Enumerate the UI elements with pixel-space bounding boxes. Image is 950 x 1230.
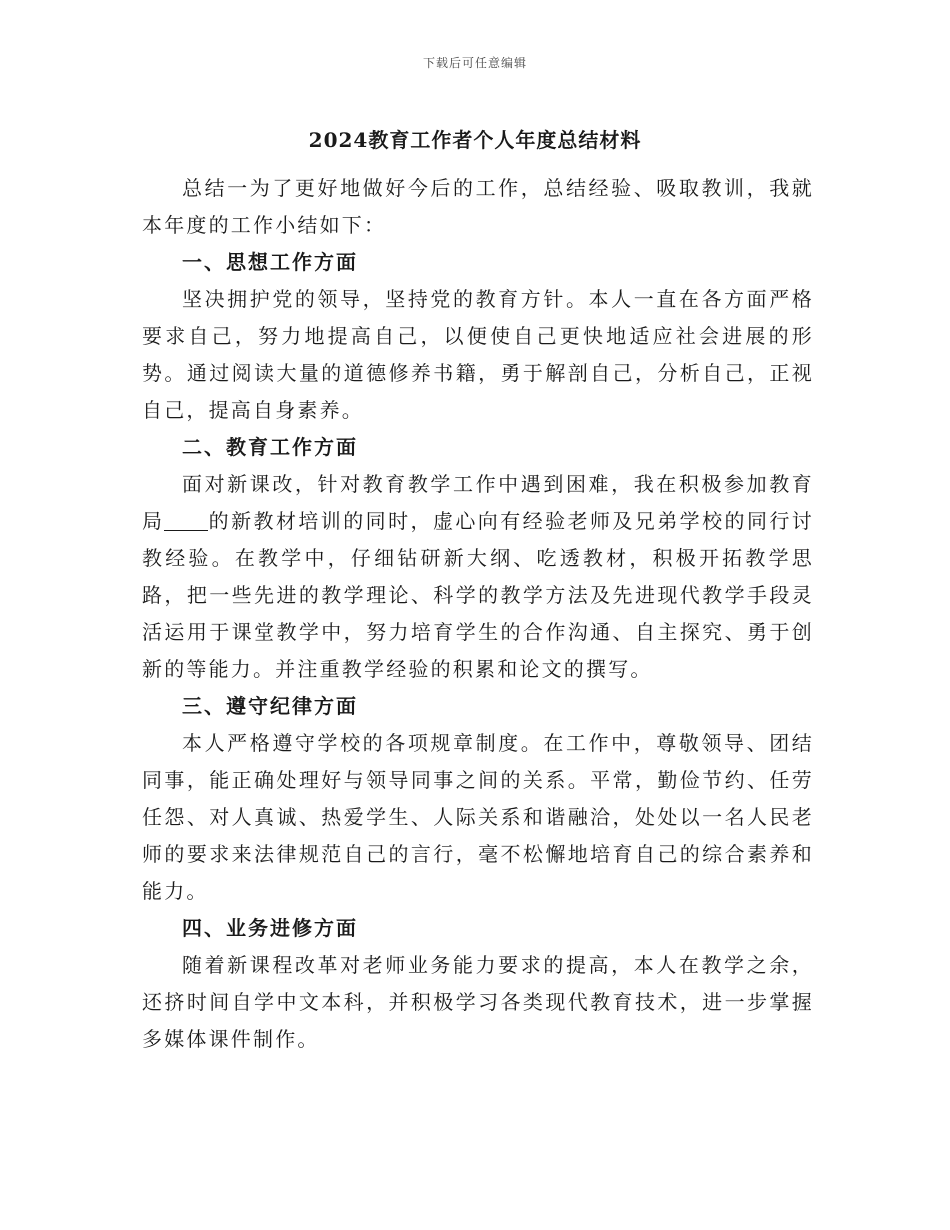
section-text-education-part1: 面对新课改，针对教育教学工作中遇到困难，我在积极参加教育局 bbox=[142, 472, 814, 533]
header-note: 下载后可任意编辑 bbox=[422, 56, 527, 70]
section-heading-ideology: 一、思想工作方面 bbox=[182, 250, 358, 274]
fill-in-blank bbox=[164, 510, 208, 531]
section-heading-discipline: 三、遵守纪律方面 bbox=[182, 694, 358, 718]
section-heading-training: 四、业务进修方面 bbox=[182, 916, 358, 940]
section-heading-education: 二、教育工作方面 bbox=[182, 435, 358, 459]
section-text-discipline: 本人严格遵守学校的各项规章制度。在工作中，尊敬领导、团结同事，能正确处理好与领导同事之间的关系。平常，勤俭节约、任劳任怨、对人真诚、热爱学生、人际关系和谐融洽，处处以一名人民老师的要求来法律规范自己的言行，毫不松懈地培育自己的综合素养和能力。 bbox=[142, 731, 814, 903]
document-title: 2024教育工作者个人年度总结材料 bbox=[308, 128, 642, 152]
section-text-education bbox=[142, 466, 814, 688]
intro-paragraph: 总结一为了更好地做好今后的工作，总结经验、吸取教训，我就本年度的工作小结如下： bbox=[142, 176, 814, 237]
document-body bbox=[142, 170, 814, 1058]
section-text-training: 随着新课程改革对老师业务能力要求的提高，本人在教学之余，还挤时间自学中文本科，并积极学习各类现代教育技术，进一步掌握多媒体课件制作。 bbox=[142, 953, 814, 1051]
section-text-ideology: 坚决拥护党的领导，坚持党的教育方针。本人一直在各方面严格要求自己，努力地提高自己，以便使自己更快地适应社会进展的形势。通过阅读大量的道德修养书籍，勇于解剖自己，分析自己，正视自己，提高自身素养。 bbox=[142, 287, 814, 422]
section-text-education-part2: 的新教材培训的同时，虚心向有经验老师及兄弟学校的同行讨教经验。在教学中，仔细钻研新大纲、吃透教材，积极开拓教学思路，把一些先进的教学理论、科学的教学方法及先进现代教学手段灵活运用于课堂教学中，努力培育学生的合作沟通、自主探究、勇于创新的等能力。并注重教学经验的积累和论文的撰写。 bbox=[142, 509, 814, 681]
